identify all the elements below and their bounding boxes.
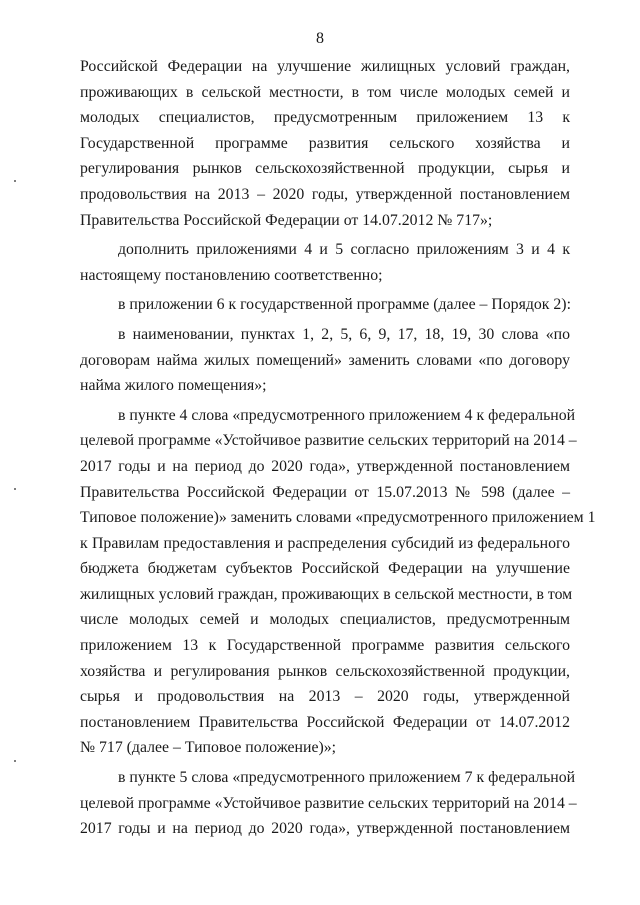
paragraph <box>80 322 570 399</box>
text-line: в пункте 4 слова «предусмотренного приложением 4 к федеральной <box>118 406 576 424</box>
text-line: в наименовании, пунктах 1, 2, 5, 6, 9, 17, 18, 19, 30 слова «по <box>118 325 570 343</box>
scan-mark <box>14 180 16 182</box>
scan-mark <box>14 760 16 762</box>
text-line: Типовое положение)» заменить словами «предусмотренного приложением 1 <box>80 509 596 527</box>
text-line: дополнить приложениями 4 и 5 согласно приложениям 3 и 4 к <box>118 241 570 259</box>
text-line: хозяйства и регулирования рынков сельскохозяйственной продукции, <box>80 662 570 680</box>
text-line: продовольствия на 2013 – 2020 годы, утвержденной постановлением <box>80 185 570 203</box>
text-line: 2017 годы и на период до 2020 года», утвержденной постановлением <box>80 820 570 838</box>
document-body <box>80 54 596 842</box>
text-line: Российской Федерации на улучшение жилищных условий граждан, <box>80 58 570 75</box>
text-line: целевой программе «Устойчивое развитие сельских территорий на 2014 – <box>80 432 577 450</box>
text-line: настоящему постановлению соответственно; <box>80 266 383 284</box>
text-line: сырья и продовольствия на 2013 – 2020 годы, утвержденной <box>80 688 570 706</box>
text-line: найма жилого помещения»; <box>80 377 267 395</box>
page-number: 8 <box>316 30 324 47</box>
text-line: постановлением Правительства Российской Федерации от 14.07.2012 <box>80 713 570 731</box>
text-line: № 717 (далее – Типовое положение)»; <box>80 739 336 757</box>
text-line: приложением 13 к Государственной программе развития сельского <box>80 637 570 655</box>
text-line: проживающих в сельской местности, в том числе молодых семей и <box>80 83 570 101</box>
text-line: в пункте 5 слова «предусмотренного приложением 7 к федеральной <box>118 769 576 787</box>
paragraph <box>80 237 570 288</box>
text-line: договорам найма жилых помещений» заменить словами «по договору <box>80 351 570 369</box>
paragraph <box>80 54 570 233</box>
paragraph <box>80 765 577 842</box>
text-line: к Правилам предоставления и распределения субсидий из федерального <box>80 534 570 552</box>
paragraph <box>80 403 596 761</box>
text-line: бюджета бюджетам субъектов Российской Федерации на улучшение <box>80 560 570 578</box>
paragraph <box>80 292 570 318</box>
scan-mark <box>14 488 16 490</box>
text-line: Правительства Российской Федерации от 14.07.2012 № 717»; <box>80 211 493 229</box>
text-line: в приложении 6 к государственной программе (далее – Порядок 2): <box>118 296 571 314</box>
text-line: Государственной программе развития сельского хозяйства и <box>80 134 570 152</box>
text-line: регулирования рынков сельскохозяйственной продукции, сырья и <box>80 160 570 178</box>
text-line: молодых специалистов, предусмотренным приложением 13 к <box>80 109 570 127</box>
text-line: 2017 годы и на период до 2020 года», утвержденной постановлением <box>80 457 570 475</box>
text-line: Правительства Российской Федерации от 15.07.2013 № 598 (далее – <box>80 483 570 501</box>
text-line: целевой программе «Устойчивое развитие сельских территорий на 2014 – <box>80 794 577 812</box>
text-line: числе молодых семей и молодых специалистов, предусмотренным <box>80 611 570 629</box>
text-line: жилищных условий граждан, проживающих в сельской местности, в том <box>80 585 573 603</box>
